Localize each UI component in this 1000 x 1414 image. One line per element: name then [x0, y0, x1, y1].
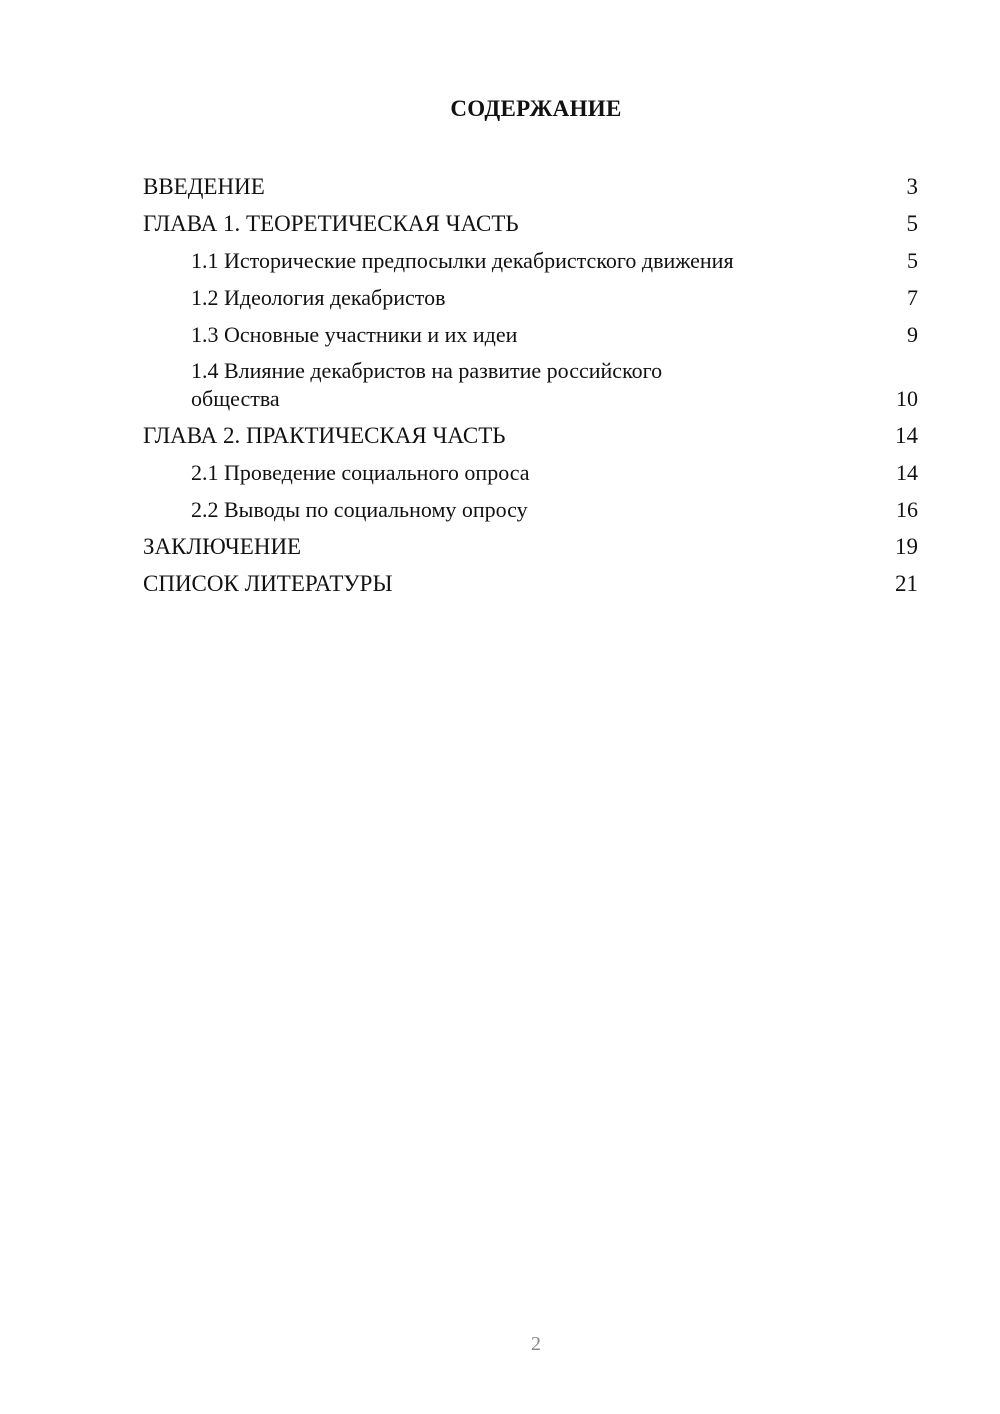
toc-entry-page: 21 [895, 571, 918, 596]
toc-entry-section-1-1[interactable] [143, 242, 918, 279]
page-number: 2 [531, 1333, 541, 1355]
toc-entry-label: ГЛАВА 2. ПРАКТИЧЕСКАЯ ЧАСТЬ [143, 423, 506, 448]
toc-entry-page: 5 [907, 248, 918, 273]
toc-entry-page: 16 [896, 497, 918, 522]
toc-entry-label: СПИСОК ЛИТЕРАТУРЫ [143, 571, 393, 596]
toc-title: СОДЕРЖАНИЕ [450, 96, 622, 121]
toc-entry-page: 3 [906, 174, 918, 199]
toc-entry-section-1-3[interactable] [143, 316, 918, 353]
toc-entry-chapter-2[interactable] [143, 417, 918, 454]
toc-entry-label: ВВЕДЕНИЕ [143, 174, 265, 199]
toc-entry-page: 14 [896, 460, 918, 485]
toc-entry-page: 19 [895, 534, 918, 559]
toc-entry-label: 1.1 Исторические предпосылки декабристского движения [191, 248, 734, 273]
toc-entry-page: 10 [896, 386, 918, 411]
toc-entry-label: 1.2 Идеология декабристов [191, 285, 446, 310]
toc-entry-page: 5 [906, 211, 918, 236]
toc-entry-label: ГЛАВА 1. ТЕОРЕТИЧЕСКАЯ ЧАСТЬ [143, 211, 519, 236]
toc-entry-page: 7 [907, 285, 918, 310]
toc-entry-label: ЗАКЛЮЧЕНИЕ [143, 534, 302, 559]
toc-entry-label: 2.2 Выводы по социальному опросу [191, 497, 528, 522]
toc-entry-section-1-4[interactable] [143, 353, 918, 417]
toc-entry-introduction[interactable] [143, 168, 918, 205]
toc-entry-page: 9 [907, 322, 918, 347]
toc-entry-conclusion[interactable] [143, 528, 918, 565]
toc-entry-section-2-1[interactable] [143, 454, 918, 491]
toc-entry-page: 14 [895, 423, 918, 448]
toc-entry-references[interactable] [143, 565, 918, 602]
toc-entry-label: 1.3 Основные участники и их идеи [191, 322, 518, 347]
toc-entry-chapter-1[interactable] [143, 205, 918, 242]
toc-entry-label: 1.4 Влияние декабристов на развитие российского общества [191, 358, 663, 411]
toc-entry-section-2-2[interactable] [143, 491, 918, 528]
toc-entry-label: 2.1 Проведение социального опроса [191, 460, 530, 485]
table-of-contents [143, 168, 918, 602]
toc-entry-section-1-2[interactable] [143, 279, 918, 316]
